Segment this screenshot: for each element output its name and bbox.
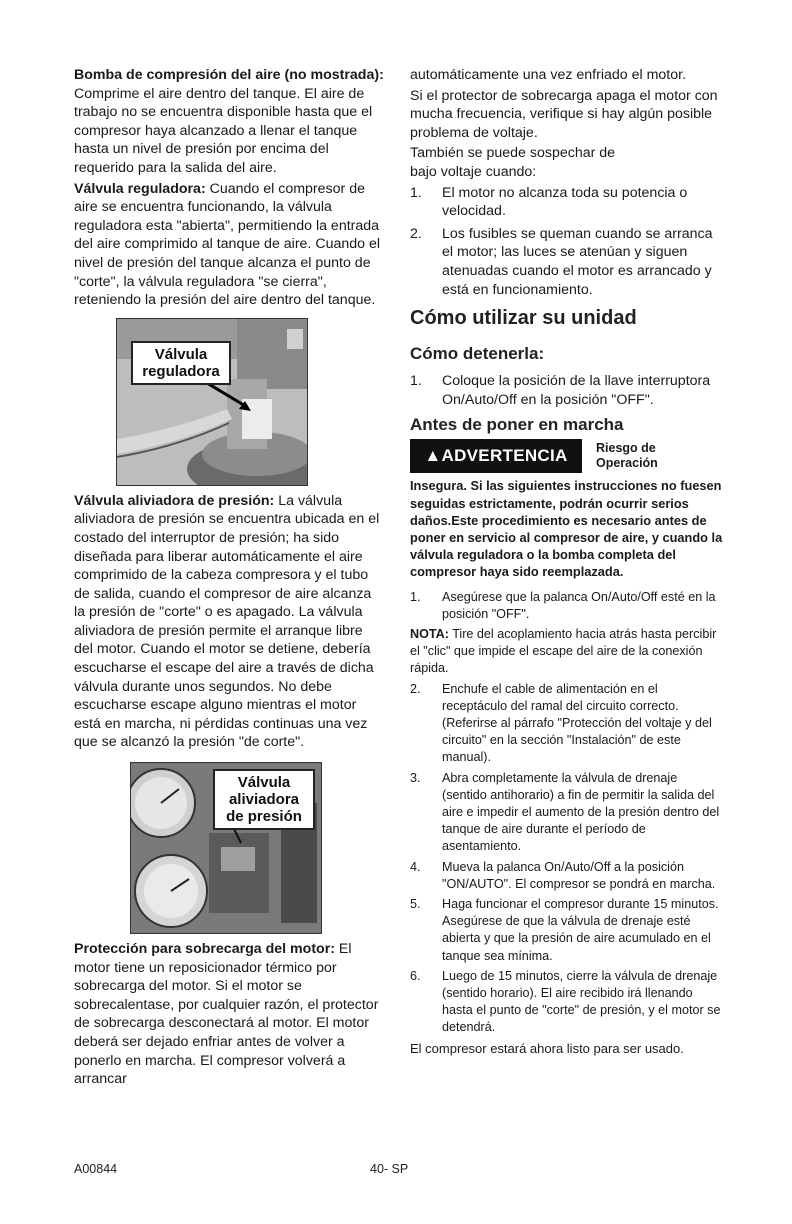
section-heading: Cómo utilizar su unidad [410, 307, 637, 330]
list-text: Asegúrese que la palanca On/Auto/Off esté en la posición "OFF". [442, 589, 716, 621]
list-item [410, 184, 725, 221]
overload-heading: Protección para sobrecarga del motor: [74, 941, 335, 958]
regulator-valve-photo [116, 318, 308, 486]
list-number: 2. [410, 225, 422, 242]
list-number: 5. [410, 896, 421, 911]
list-item [410, 589, 725, 623]
list-number: 1. [410, 184, 422, 201]
list-item [410, 225, 725, 299]
relief-valve-paragraph [74, 492, 384, 752]
list-text: Luego de 15 minutos, cierre la válvula de drenaje (sentido horario). El aire recibido irá llenando hasta el punto de "corte" de presión, y el motor se detendrá. [442, 968, 721, 1035]
list-text: Enchufe el cable de alimentación en el receptáculo del ramal del circuito correcto. (Referirse al párrafo "Protección del voltaje y del circuito" en la sección "Instalación" de este manual). [442, 681, 712, 765]
relief-callout-line2: aliviadora [228, 791, 300, 809]
regulator-callout-line2: reguladora [142, 362, 220, 380]
list-number: 2. [410, 681, 421, 696]
stop-heading: Cómo detenerla: [410, 344, 545, 364]
right-column [410, 66, 725, 1060]
pump-heading: Bomba de compresión del aire (no mostrada): [74, 67, 384, 83]
list-text: Coloque la posición de la llave interruptora On/Auto/Off en la posición "OFF". [442, 373, 711, 408]
footer-code: A00844 [74, 1162, 118, 1176]
regulator-callout-line1: Válvula [154, 345, 208, 363]
relief-callout-line3: de presión [226, 808, 302, 826]
overload-paragraph [74, 940, 384, 1089]
list-item [410, 770, 725, 856]
list-item [410, 968, 725, 1037]
list-text: Mueva la palanca On/Auto/Off a la posición "ON/AUTO". El compresor se pondrá en marcha. [442, 859, 716, 891]
list-item [410, 681, 725, 767]
steps-list [410, 589, 725, 1057]
note-text: Tire del acoplamiento hacia atrás hasta percibir el "clic" que impide el escape del aire de la conexión rápida. [410, 626, 717, 676]
list-text: Los fusibles se queman cuando se arranca el motor; las luces se atenúan y siguen atenuadas cuando el motor es arrancado y está en funcionamiento. [442, 225, 713, 298]
relief-callout-line1: Válvula [237, 774, 291, 792]
before-start-heading: Antes de poner en marcha [410, 415, 624, 435]
suspect-text: También se puede sospechar de [410, 145, 616, 162]
warning-text: Insegura. Si las siguientes instrucciones no fuesen seguidas estrictamente, podrán ocurrir serios daños.Este procedimiento es necesario antes de poner en servicio al compresor de aire, y cuando la válvula reguladora o la bomba completa del compresor haya sido reemplazada. [410, 478, 723, 580]
overload-voltage-text: Si el protector de sobrecarga apaga el motor con mucha frecuencia, verifique si hay algún posible problema de voltaje. [410, 87, 718, 141]
list-number: 4. [410, 859, 421, 874]
pump-text: Comprime el aire dentro del tanque. El aire de trabajo no se encuentra disponible hasta que el compresor haya alcanzado a llenar el tanque hasta un nivel de presión por encima del requerido para la salida del aire. [74, 85, 373, 176]
list-item [410, 859, 725, 893]
note-label: NOTA: [410, 626, 449, 641]
regulator-paragraph [74, 180, 384, 310]
warning-side-label [596, 441, 658, 471]
relief-valve-photo [130, 762, 322, 934]
list-text: Abra completamente la válvula de drenaje (sentido antihorario) a fin de permitir la salida del aire e impedir el aumento de la presión dentro del tanque de aire durante el período de asentamiento. [442, 770, 720, 854]
note-paragraph [410, 626, 725, 678]
pump-paragraph [74, 66, 384, 178]
list-text: El motor no alcanza toda su potencia o velocidad. [442, 184, 688, 220]
warning-banner [410, 439, 725, 473]
warning-side-line2: Operación [596, 456, 658, 471]
regulator-valve-callout [131, 341, 231, 385]
stop-list [410, 372, 725, 409]
closing-text: El compresor estará ahora listo para ser usado. [410, 1040, 684, 1056]
list-item [410, 372, 725, 409]
list-number: 1. [410, 373, 422, 390]
warning-badge: ▲ADVERTENCIA [410, 439, 582, 473]
list-item [410, 896, 725, 965]
regulator-text: Cuando el compresor de aire se encuentra funcionando, la válvula reguladora esta "abierta", permitiendo la entrada del aire comprimido al tanque de aire. Cuando el nivel de presión del tanque alcanza el punto de "corte", la válvula reguladora "se cierra", reteniendo la presión del aire dentro del tanque. [74, 180, 381, 309]
list-number: 1. [410, 589, 421, 604]
list-number: 6. [410, 968, 421, 983]
auto-restart-text: automáticamente una vez enfriado el motor. [410, 67, 687, 83]
list-text: Haga funcionar el compresor durante 15 minutos. Asegúrese de que la válvula de drenaje esté abierta y que la presión de aire acumulado en el tanque sea mínima. [442, 896, 719, 963]
relief-valve-text: La válvula aliviadora de presión se encuentra ubicada en el costado del interruptor de presión; ha sido diseñada para liberar automáticamente el aire comprimido de la cabeza compresora y el tubo de salida, cuando el compresor de aire alcanza la presión de "corte" o es apagado. La válvula aliviadora de presión permite el arranque libre del motor. Cuando el motor se detiene, debería escucharse el escape del aire a través de dicha válvula durante unos segundos. No debe escucharse escape alguno mientras el motor está en marcha, ni pérdidas continuas una vez que se alcanzó la presión "de corte". [74, 492, 380, 751]
regulator-heading: Válvula reguladora: [74, 180, 206, 197]
warning-side-line1: Riesgo de [596, 441, 656, 456]
list-number: 3. [410, 770, 421, 785]
left-column [74, 66, 384, 1091]
relief-valve-heading: Válvula aliviadora de presión: [74, 492, 275, 509]
footer-page-number: 40- SP [370, 1162, 409, 1176]
low-voltage-list [410, 184, 725, 300]
low-voltage-text: bajo voltaje cuando: [410, 163, 537, 180]
relief-valve-callout [213, 769, 315, 830]
overload-text: El motor tiene un reposicionador térmico por sobrecarga del motor. Si el motor se sobrecalentase, por cualquier razón, el protector de sobrecarga desconectará al motor. El motor deberá ser dejado enfriar antes de volver a ponerlo en marcha. El compresor volverá a arrancar [74, 941, 379, 1088]
